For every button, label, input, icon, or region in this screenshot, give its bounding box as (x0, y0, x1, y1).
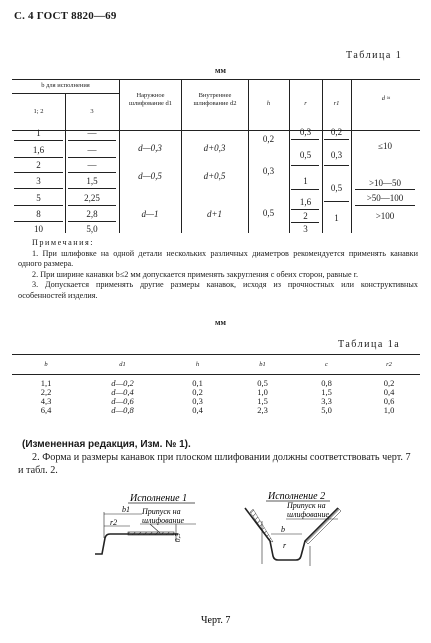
table1a-cell: 1,0 (257, 387, 268, 397)
table1-b-rule (68, 172, 116, 173)
table1a-cell: 5,0 (321, 405, 332, 415)
table1a-cell: 1,0 (383, 405, 395, 415)
variant2-label: Исполнение 2 (268, 491, 326, 502)
dim-b1-label-2: b (281, 525, 285, 534)
note-item: 2. При ширине канавки b≤2 мм допускается применять закругления с обеих сторон, равные r. (32, 269, 359, 279)
table1a-cell: 0,6 (383, 396, 395, 406)
figure-7 (0, 486, 431, 636)
table1-header-inner: Внутреннее шлифование d2 (193, 92, 237, 107)
table1-r: 0,5 (299, 150, 312, 160)
table1a-cell: 0,1 (192, 378, 203, 388)
table1a-cell: 1,5 (321, 387, 332, 397)
table1-d2: d+0,5 (203, 171, 226, 181)
table1-d2: d+1 (206, 209, 223, 219)
table1-subheader: 3 (90, 108, 94, 115)
table1-d: >100 (375, 211, 395, 221)
table1-r-rule (291, 189, 319, 190)
table1a-cell: 0,2 (383, 378, 395, 388)
table1-r-rule (291, 165, 319, 166)
dim-05-label: 0,5 (174, 533, 182, 542)
table1-header-outer: Наружное шлифование d1 (128, 92, 173, 107)
table1-header-r: r (304, 100, 307, 107)
table1a-title: Таблица 1а (338, 339, 401, 350)
table1-b-rule (68, 157, 116, 158)
table1a-cell: 4,3 (40, 396, 52, 406)
table1-vline (351, 79, 352, 233)
table1-b-rule (14, 140, 63, 141)
table1a-cell: 0,5 (257, 378, 268, 388)
table1-r1-rule (324, 139, 349, 140)
table1-b-rule (14, 157, 63, 158)
table1-b3-cell: — (87, 160, 97, 170)
table1-top-rule (12, 79, 420, 80)
paragraph: 2. Форма и размеры канавок при плоском шлифовании должны соответствовать черт. 7 и табл. 2. (18, 452, 411, 476)
table1-b3-cell: 5,0 (86, 224, 98, 234)
table1-b-rule (68, 221, 116, 222)
table1a-cell: d—0,6 (111, 396, 134, 406)
table1-r-rule (291, 139, 319, 140)
table1a-cell: 0,3 (192, 396, 203, 406)
table1-r1: 0,2 (330, 127, 343, 137)
table1-group-header: b для исполнения (41, 82, 90, 89)
table1a-unit: мм (215, 318, 226, 327)
table1-d: ≤10 (378, 141, 392, 151)
table1-h: 0,5 (262, 208, 275, 218)
dim-b1-label: b1 (122, 505, 130, 514)
table1-r: 3 (303, 224, 308, 234)
body-text (18, 438, 418, 477)
table1-d: >50—100 (366, 193, 404, 203)
notes (18, 238, 418, 302)
table1a-cell: 0,4 (192, 405, 203, 415)
page-header: С. 4 ГОСТ 8820—69 (14, 10, 117, 22)
table1-d: >10—50 (368, 178, 402, 188)
table1-h: 0,2 (262, 134, 275, 144)
table1-b-rule (14, 205, 63, 206)
table1-b3-cell: — (87, 128, 97, 138)
table1-b12-cell: 1,6 (32, 145, 45, 155)
dim-r2-label-2: r (283, 541, 287, 550)
table1-r1-rule (324, 201, 349, 202)
table1-h: 0,3 (262, 166, 275, 176)
variant1-label: Исполнение 1 (130, 493, 188, 504)
table1-b12-cell: 5 (36, 193, 41, 203)
table1-d1: d—0,3 (138, 143, 162, 153)
table1-b-rule (68, 205, 116, 206)
figure-drawing (0, 486, 431, 636)
dim-r2-label: r2 (110, 518, 118, 527)
table1a-cell: 2,3 (257, 405, 268, 415)
table1a-top-rule (12, 354, 420, 355)
table1-b3-cell: 1,5 (86, 176, 98, 186)
table1-title: Таблица 1 (346, 50, 403, 61)
table1-r1-rule (324, 165, 349, 166)
table1-r-rule (291, 222, 319, 223)
table1-r: 1,6 (299, 197, 312, 207)
table1-unit: мм (215, 66, 226, 75)
table1-r-rule (291, 209, 319, 210)
table1-d1: d—1 (141, 209, 159, 219)
table1-b12-cell: 1 (36, 128, 41, 138)
table1a-header: d1 (119, 361, 126, 368)
amendment-note: (Измененная редакция, Изм. № 1). (22, 439, 191, 450)
table1a-header: b (44, 361, 48, 368)
table1-b3-cell: 2,8 (86, 209, 98, 219)
table1-r1: 1 (334, 213, 339, 223)
table1-d1: d—0,5 (138, 171, 162, 181)
table1-b-rule (68, 188, 116, 189)
table1-d2: d+0,3 (203, 143, 226, 153)
table1-r: 2 (303, 211, 308, 221)
table1a-cell: 2,2 (40, 387, 52, 397)
table1a-cell: 6,4 (40, 405, 52, 415)
table1a-cell: 1,1 (40, 378, 52, 388)
table1-r1: 0,5 (330, 183, 343, 193)
table1-r: 0,3 (299, 127, 312, 137)
table1a-cell: 0,8 (321, 378, 332, 388)
table1a-cell: d—0,8 (111, 405, 134, 415)
table1-r1: 0,3 (330, 150, 343, 160)
table1-subheader: 1; 2 (33, 108, 44, 115)
table1-header-h: h (266, 100, 271, 107)
table1a-cell: d—0,4 (111, 387, 134, 397)
table1a-cell: 0,4 (383, 387, 395, 397)
table1a-header: b1 (259, 361, 266, 368)
table1-header-r1: r1 (333, 100, 340, 107)
table1-b12-cell: 3 (36, 176, 41, 186)
table1-header-d: d ≈ (381, 95, 391, 102)
allowance-label-1: Припуск на шлифование (142, 507, 185, 525)
table1a-header-rule (12, 374, 420, 375)
table1-b12-cell: 2 (36, 160, 41, 170)
note-item: 3. Допускается применять другие размеры канавок, исходя из прочностных или конструктивных особенностей изделия. (18, 280, 418, 300)
table1-b12-cell: 8 (36, 209, 41, 219)
table1-b-rule (14, 172, 63, 173)
table1-b3-cell: 2,25 (84, 193, 100, 203)
table1a-header: r2 (386, 361, 392, 368)
table1-d-rule (355, 189, 415, 190)
note-item: 1. При шлифовке на одной детали нескольких различных диаметров рекомендуется применять канавки одного размера. (18, 248, 418, 269)
figure-caption: Черт. 7 (201, 615, 231, 626)
table1-b-rule (14, 221, 63, 222)
table1a-cell: 1,5 (257, 396, 268, 406)
table1-d-rule (355, 205, 415, 206)
allowance-label-2: Припуск на шлифование (287, 501, 330, 519)
table1a-cell: d—0,2 (111, 378, 134, 388)
table1-b-rule (14, 188, 63, 189)
table1a-header: h (195, 361, 200, 368)
table1a-header: c (325, 361, 328, 368)
table1a-cell: 0,2 (192, 387, 203, 397)
table1-b-rule (68, 140, 116, 141)
table1-r: 1 (303, 176, 308, 186)
table1-b3-cell: — (87, 145, 97, 155)
table1-b12-cell: 10 (34, 224, 43, 234)
notes-title: Примечания: (32, 238, 95, 247)
table1a-cell: 3,3 (321, 396, 332, 406)
